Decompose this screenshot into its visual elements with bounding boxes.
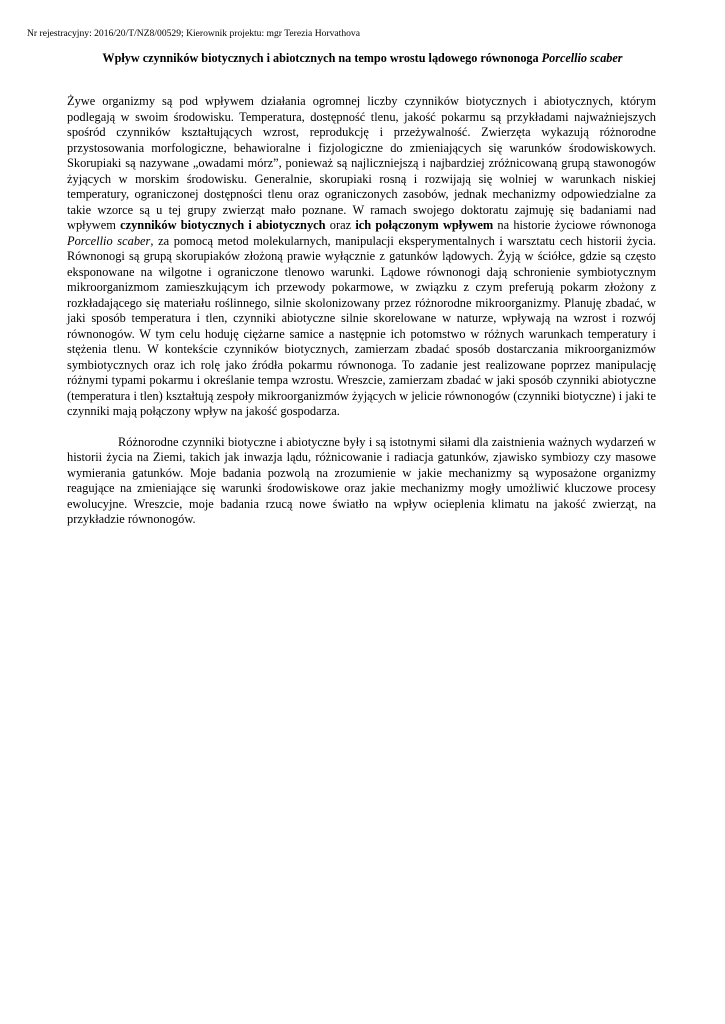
paragraph-1 — [67, 94, 656, 420]
document-body — [67, 94, 656, 528]
title-species: Porcellio scaber — [541, 51, 623, 65]
document-title — [27, 50, 698, 66]
registration-header: Nr rejestracyjny: 2016/20/T/NZ8/00529; Kierownik projektu: mgr Terezia Horvathova — [27, 28, 360, 39]
paragraph-1-bold-1: czynników biotycznych i abiotycznych — [120, 218, 326, 232]
paragraph-1-part-4: , za pomocą metod molekularnych, manipulacji eksperymentalnych i warsztatu cech historii życia. Równonogi są grupą skorupiaków złożoną prawie wyłącznie z gatunków lądowych. Żyją w ściółce, gdzie są często eksponowane na wilgotne i ograniczone tlenowo warunki. Lądowe równonogi dają schronienie symbiotycznym mikroorganizmom zamieszkującym ich przewody pokarmowe, w związku z czym preferują pokarm złożony z rozkładającego się materiału roślinnego, silnie skolonizowany przez różnorodne mikroorganizmy. Planuję zbadać, w jaki sposób temperatura i tlen, czynniki abiotyczne silnie skorelowane w naturze, wpływają na wzrost i rozwój równonogów. W tym celu hoduję ciężarne samice a następnie ich potomstwo w różnych warunkach temperatury i stężenia tlenu. W kontekście czynników biotycznych, zamierzam zbadać sposób dostarczania mikroorganizmów symbiotycznych oraz ich rolę jako źródła pokarmu równonoga. To zadanie jest realizowane poprzez manipulację różnymi typami pokarmu i określanie tempa wzrostu. Wreszcie, zamierzam zbadać w jaki sposób czynniki abiotyczne (temperatura i tlen) kształtują zespoły mikroorganizmów żyjących w jelicie równonogów (czynniki biotyczne) i jaki te czynniki mają połączony wpływ na jakość gospodarza. — [67, 233, 656, 418]
paragraph-2: Różnorodne czynniki biotyczne i abiotyczne były i są istotnymi siłami dla zaistnienia ważnych wydarzeń w historii życia na Ziemi, takich jak inwazja lądu, różnicowanie i radiacja gatunków, zjawisko symbiozy czy masowe wymierania gatunków. Moje badania pozwolą na zrozumienie w jakie mechanizmy są wyposażone organizmy reagujące na zmieniające się warunki środowiskowe oraz jakie mechanizmy mogły umożliwić kluczowe procesy ewolucyjne. Wreszcie, moje badania rzucą nowe światło na wpływ ocieplenia klimatu na jakość zwierząt, na przykładzie równonogów. — [67, 434, 656, 526]
title-text: Wpływ czynników biotycznych i abiotcznych na tempo wrostu lądowego równonoga — [102, 51, 542, 65]
paragraph-1-part-2: oraz — [325, 218, 356, 232]
paragraph-1-part-3: na historie życiowe równonoga — [493, 218, 657, 232]
paragraph-1-species: Porcellio scaber — [67, 233, 151, 248]
paragraph-1-bold-2: ich połączonym wpływem — [355, 218, 494, 232]
paragraph-1-part-1: Żywe organizmy są pod wpływem działania ogromnej liczby czynników biotycznych i abiotycznych, którym podlegają w swoim środowisku. Temperatura, dostępność tlenu, jakość pokarmu są przykładami najważniejszych spośród czynników kształtujących wzrost, reprodukcję i przeżywalność. Zwierzęta wykazują różnorodne przystosowania morfologiczne, behawioralne i fizjologiczne do zmieniających się warunków środowiskowych. Skorupiaki są nazywane „owadami mórz”, ponieważ są najliczniejszą i najbardziej zróżnicowaną grupą stawonogów żyjących w morskim środowisku. Generalnie, skorupiaki rosną i rozwijają się wolniej w warunkach niskiej temperatury, ograniczonej dostępności tlenu oraz ograniczonych zasobów, jednak mechanizmy odpowiedzialne za takie wzorce są u tej grupy zwierząt mało poznane. W ramach swojego doktoratu zajmuję się badaniami nad wpływem — [67, 94, 656, 232]
